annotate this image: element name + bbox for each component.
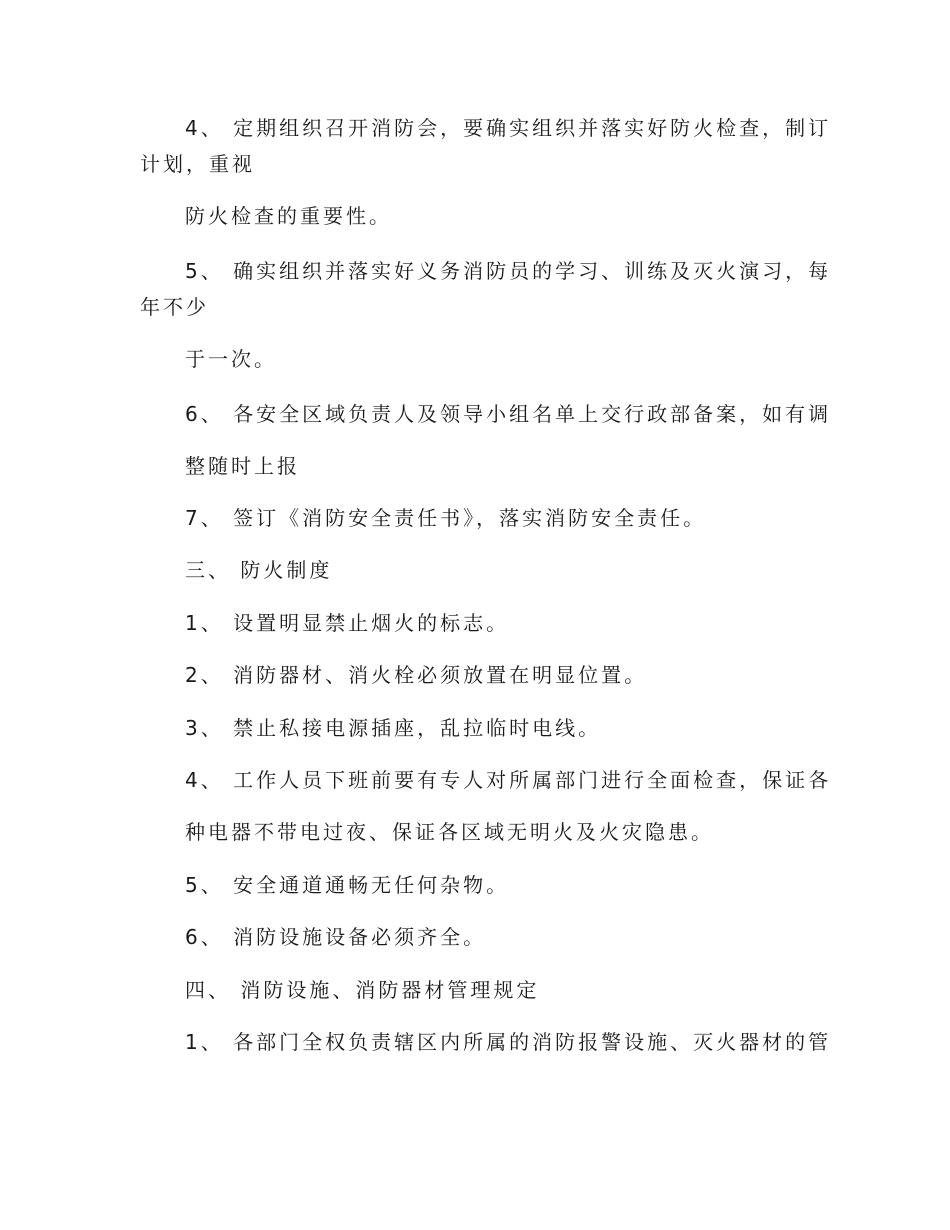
paragraph-line: 6、 各安全区域负责人及领导小组名单上交行政部备案，如有调 [185,402,832,426]
paragraph-line: 3、 禁止私接电源插座，乱拉临时电线。 [185,716,602,740]
paragraph-line: 4、 定期组织召开消防会，要确实组织并落实好防火检查，制订 [185,116,832,140]
paragraph-line: 6、 消防设施设备必须齐全。 [185,925,487,949]
paragraph-line: 1、 各部门全权负责辖区内所属的消防报警设施、灭火器材的管 [185,1030,832,1054]
paragraph-line: 计划，重视 [140,152,255,176]
paragraph-line: 1、 设置明显禁止烟火的标志。 [185,611,510,635]
paragraph-line: 种电器不带电过夜、保证各区域无明火及火灾隐患。 [185,820,714,844]
paragraph-line: 整随时上报 [185,454,300,478]
paragraph-line: 防火检查的重要性。 [185,204,392,228]
section-heading: 四、 消防设施、消防器材管理规定 [185,978,540,1002]
paragraph-line: 7、 签订《消防安全责任书》，落实消防安全责任。 [185,506,707,530]
section-heading: 三、 防火制度 [185,558,333,582]
paragraph-line: 5、 安全通道通畅无任何杂物。 [185,873,510,897]
paragraph-line: 年不少 [140,295,209,319]
paragraph-line: 2、 消防器材、消火栓必须放置在明显位置。 [185,663,648,687]
paragraph-line: 于一次。 [185,347,277,371]
paragraph-line: 5、 确实组织并落实好义务消防员的学习、训练及灭火演习，每 [185,259,832,283]
paragraph-line: 4、 工作人员下班前要有专人对所属部门进行全面检查，保证各 [185,768,832,792]
